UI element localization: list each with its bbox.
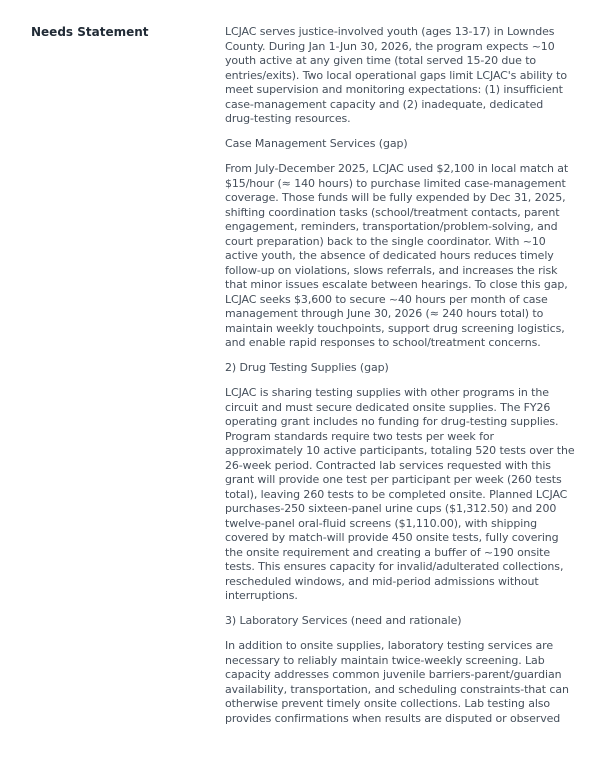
needs-statement-paragraph: In addition to onsite supplies, laboratory testing services are necessary to reliably maintain twice-weekly screening. Lab capacity addresses common juvenile barriers-parent/guardian availability, transportation, and scheduling constraints-that can otherwise prevent timely onsite collections. Lab testing also provides confirmations when results are disputed or observed	[225, 639, 569, 725]
needs-statement-paragraph: LCJAC is sharing testing supplies with other programs in the circuit and must secure dedicated onsite supplies. The FY26 operating grant includes no funding for drug-testing supplies. Program standards require two tests per week for approximately 10 active participants, totaling 520 tests over the 26-week period. Contracted lab services requested with this grant will provide one test per participant per week (260 tests total), leaving 260 tests to be completed onsite. Planned LCJAC purchases-250 sixteen-panel urine cups ($1,312.50) and 200 twelve-panel oral-fluid screens ($1,110.00), with shipping covered by match-will provide 450 onsite tests, fully covering the onsite requirement and creating a buffer of ~190 onsite tests. This ensures capacity for invalid/adulterated collections, rescheduled windows, and mid-period admissions without interruptions.	[225, 386, 575, 602]
field-label-column	[31, 25, 225, 40]
needs-statement-label: Needs Statement	[31, 25, 149, 39]
needs-statement-content	[225, 25, 575, 726]
needs-statement-paragraph: Case Management Services (gap)	[225, 137, 408, 150]
needs-statement-paragraph: 3) Laboratory Services (need and rationale)	[225, 614, 462, 627]
needs-statement-paragraph: LCJAC serves justice-involved youth (ages 13-17) in Lowndes County. During Jan 1-Jun 30, 2026, the program expects ~10 youth active at any given time (total served 15-20 due to entries/exits). Two local operational gaps limit LCJAC's ability to meet supervision and monitoring expectations: (1) insufficient case-management capacity and (2) inadequate, dedicated drug-testing resources.	[225, 25, 567, 125]
needs-statement-paragraph: 2) Drug Testing Supplies (gap)	[225, 361, 389, 374]
needs-statement-paragraph: From July-December 2025, LCJAC used $2,100 in local match at $15/hour (≈ 140 hours) to purchase limited case-management coverage. Those funds will be fully expended by Dec 31, 2025, shifting coordination tasks (school/treatment contacts, parent engagement, reminders, transportation/problem-solving, and court preparation) back to the single coordinator. With ~10 active youth, the absence of dedicated hours reduces timely follow-up on violations, slows referrals, and increases the risk that minor issues escalate between hearings. To close this gap, LCJAC seeks $3,600 to secure ~40 hours per month of case management through June 30, 2026 (≈ 240 hours total) to maintain weekly touchpoints, support drug screening logistics, and enable rapid responses to school/treatment concerns.	[225, 162, 569, 349]
